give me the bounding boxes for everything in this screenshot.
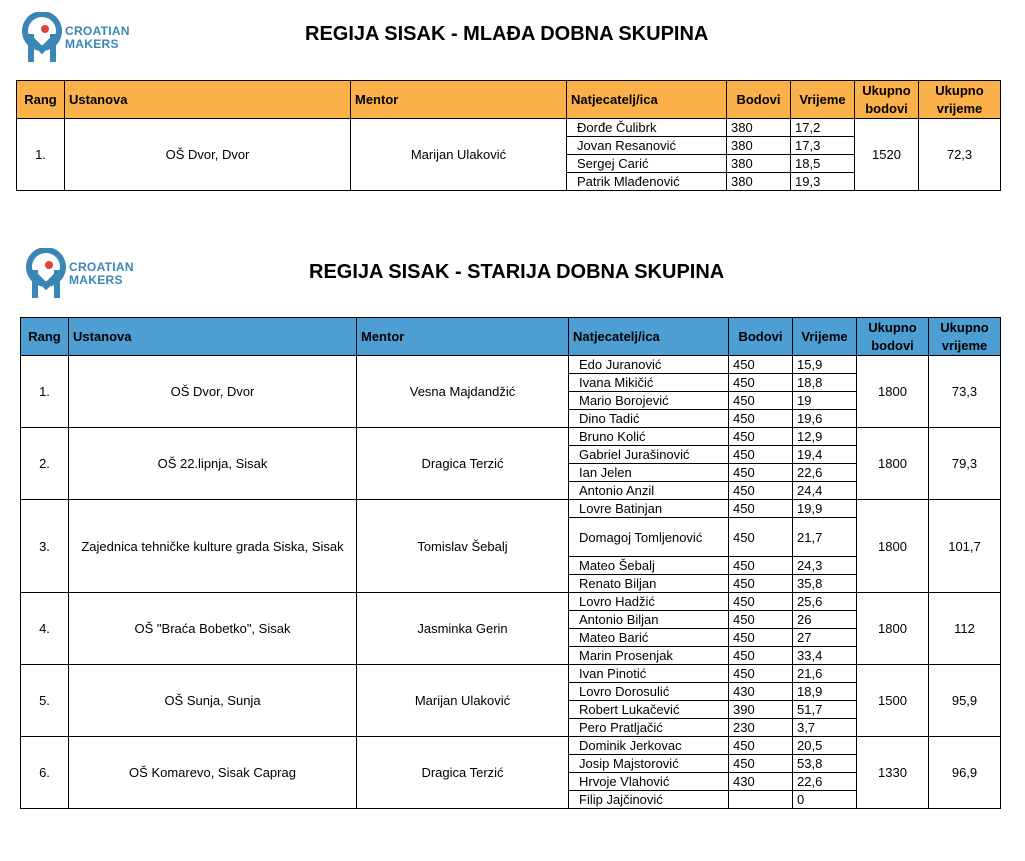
results-table-young	[16, 80, 1001, 191]
member-time: 19,4	[793, 446, 857, 464]
team-total-time: 73,3	[929, 356, 1001, 428]
member-points: 450	[729, 392, 793, 410]
table-header-row	[21, 318, 1001, 356]
brand-line1: CROATIAN	[65, 24, 130, 38]
team-institution: OŠ 22.lipnja, Sisak	[69, 428, 357, 500]
member-name: Lovro Hadžić	[569, 593, 729, 611]
member-name: Edo Juranović	[569, 356, 729, 374]
team-total-time: 101,7	[929, 500, 1001, 593]
member-time: 20,5	[793, 737, 857, 755]
team-mentor: Dragica Terzić	[357, 428, 569, 500]
member-points: 380	[727, 137, 791, 155]
croatian-makers-logo	[26, 248, 134, 300]
brand-text	[69, 261, 134, 287]
member-name: Mateo Barić	[569, 629, 729, 647]
member-name: Hrvoje Vlahović	[569, 773, 729, 791]
col-total-points: Ukupno bodovi	[855, 81, 919, 119]
team-institution: OŠ Sunja, Sunja	[69, 665, 357, 737]
team-total-points: 1520	[855, 119, 919, 191]
member-points: 450	[729, 518, 793, 557]
col-total-time: Ukupno vrijeme	[919, 81, 1001, 119]
member-time: 35,8	[793, 575, 857, 593]
croatian-makers-logo	[22, 12, 130, 64]
member-name: Josip Majstorović	[569, 755, 729, 773]
member-time: 26	[793, 611, 857, 629]
member-points: 450	[729, 647, 793, 665]
col-institution: Ustanova	[69, 318, 357, 356]
brand-line2: MAKERS	[65, 37, 119, 51]
col-points: Bodovi	[727, 81, 791, 119]
member-name: Ivan Pinotić	[569, 665, 729, 683]
member-name: Ian Jelen	[569, 464, 729, 482]
member-name: Bruno Kolić	[569, 428, 729, 446]
team-rank: 1.	[17, 119, 65, 191]
member-time: 22,6	[793, 773, 857, 791]
member-name: Đorđe Čulibrk	[567, 119, 727, 137]
member-name: Patrik Mlađenović	[567, 173, 727, 191]
team-total-time: 72,3	[919, 119, 1001, 191]
member-time: 19	[793, 392, 857, 410]
member-time: 17,3	[791, 137, 855, 155]
team-rank: 3.	[21, 500, 69, 593]
member-time: 51,7	[793, 701, 857, 719]
team-rank: 5.	[21, 665, 69, 737]
member-points: 450	[729, 446, 793, 464]
member-time: 53,8	[793, 755, 857, 773]
team-total-points: 1500	[857, 665, 929, 737]
member-points: 450	[729, 464, 793, 482]
member-name: Mario Borojević	[569, 392, 729, 410]
team-institution: OŠ Dvor, Dvor	[65, 119, 351, 191]
member-time: 21,7	[793, 518, 857, 557]
member-name: Pero Pratljačić	[569, 719, 729, 737]
member-time: 21,6	[793, 665, 857, 683]
member-name: Lovro Dorosulić	[569, 683, 729, 701]
team-rank: 2.	[21, 428, 69, 500]
team-total-time: 95,9	[929, 665, 1001, 737]
croatian-makers-logo-icon	[26, 248, 66, 300]
team-mentor: Tomislav Šebalj	[357, 500, 569, 593]
member-time: 18,5	[791, 155, 855, 173]
member-points: 390	[729, 701, 793, 719]
member-time: 22,6	[793, 464, 857, 482]
member-time: 25,6	[793, 593, 857, 611]
member-points: 230	[729, 719, 793, 737]
col-rank: Rang	[17, 81, 65, 119]
member-name: Dino Tadić	[569, 410, 729, 428]
member-points: 450	[729, 482, 793, 500]
team-total-points: 1800	[857, 428, 929, 500]
col-mentor: Mentor	[351, 81, 567, 119]
col-contestant: Natjecatelj/ica	[569, 318, 729, 356]
table-row	[21, 665, 1001, 683]
member-time: 27	[793, 629, 857, 647]
team-institution: OŠ Dvor, Dvor	[69, 356, 357, 428]
team-mentor: Jasminka Gerin	[357, 593, 569, 665]
section-title-young: REGIJA SISAK - MLAĐA DOBNA SKUPINA	[305, 23, 709, 45]
member-time: 33,4	[793, 647, 857, 665]
member-points: 450	[729, 500, 793, 518]
member-name: Gabriel Jurašinović	[569, 446, 729, 464]
member-name: Renato Biljan	[569, 575, 729, 593]
col-institution: Ustanova	[65, 81, 351, 119]
brand-line2: MAKERS	[69, 273, 123, 287]
member-time: 24,4	[793, 482, 857, 500]
brand-text	[65, 25, 130, 51]
team-institution: Zajednica tehničke kulture grada Siska, Sisak	[69, 500, 357, 593]
member-time: 19,9	[793, 500, 857, 518]
member-points: 450	[729, 410, 793, 428]
team-institution: OŠ "Braća Bobetko", Sisak	[69, 593, 357, 665]
col-points: Bodovi	[729, 318, 793, 356]
member-points: 380	[727, 119, 791, 137]
member-name: Dominik Jerkovac	[569, 737, 729, 755]
team-rank: 6.	[21, 737, 69, 809]
member-name: Sergej Carić	[567, 155, 727, 173]
table-header-row	[17, 81, 1001, 119]
team-total-time: 96,9	[929, 737, 1001, 809]
member-name: Robert Lukačević	[569, 701, 729, 719]
croatian-makers-logo-icon	[22, 12, 62, 64]
member-time: 3,7	[793, 719, 857, 737]
col-rank: Rang	[21, 318, 69, 356]
member-points: 430	[729, 683, 793, 701]
member-time: 18,9	[793, 683, 857, 701]
member-points: 450	[729, 557, 793, 575]
member-time: 18,8	[793, 374, 857, 392]
team-institution: OŠ Komarevo, Sisak Caprag	[69, 737, 357, 809]
team-total-points: 1800	[857, 356, 929, 428]
team-total-time: 112	[929, 593, 1001, 665]
team-mentor: Marijan Ulaković	[351, 119, 567, 191]
member-points: 450	[729, 575, 793, 593]
member-name: Domagoj Tomljenović	[569, 518, 729, 557]
team-mentor: Dragica Terzić	[357, 737, 569, 809]
col-contestant: Natjecatelj/ica	[567, 81, 727, 119]
member-name: Ivana Mikičić	[569, 374, 729, 392]
member-time: 19,6	[793, 410, 857, 428]
member-points: 430	[729, 773, 793, 791]
member-time: 12,9	[793, 428, 857, 446]
brand-line1: CROATIAN	[69, 260, 134, 274]
member-name: Mateo Šebalj	[569, 557, 729, 575]
section-title-old: REGIJA SISAK - STARIJA DOBNA SKUPINA	[309, 261, 725, 283]
team-rank: 4.	[21, 593, 69, 665]
col-total-time: Ukupno vrijeme	[929, 318, 1001, 356]
col-time: Vrijeme	[793, 318, 857, 356]
member-name: Antonio Biljan	[569, 611, 729, 629]
member-points: 380	[727, 173, 791, 191]
table-row	[21, 593, 1001, 611]
member-name: Antonio Anzil	[569, 482, 729, 500]
team-rank: 1.	[21, 356, 69, 428]
team-total-points: 1330	[857, 737, 929, 809]
team-total-points: 1800	[857, 593, 929, 665]
team-total-points: 1800	[857, 500, 929, 593]
member-points: 450	[729, 428, 793, 446]
member-points: 450	[729, 737, 793, 755]
col-time: Vrijeme	[791, 81, 855, 119]
col-total-points: Ukupno bodovi	[857, 318, 929, 356]
table-row	[21, 737, 1001, 755]
member-points: 380	[727, 155, 791, 173]
member-points: 450	[729, 374, 793, 392]
team-mentor: Vesna Majdandžić	[357, 356, 569, 428]
member-name: Lovre Batinjan	[569, 500, 729, 518]
member-points: 450	[729, 755, 793, 773]
member-points	[729, 791, 793, 809]
member-time: 24,3	[793, 557, 857, 575]
member-points: 450	[729, 629, 793, 647]
table-row	[21, 356, 1001, 374]
member-time: 19,3	[791, 173, 855, 191]
table-row	[21, 500, 1001, 518]
member-points: 450	[729, 593, 793, 611]
results-table-old	[20, 317, 1001, 809]
table-row	[17, 119, 1001, 137]
member-points: 450	[729, 665, 793, 683]
member-points: 450	[729, 356, 793, 374]
member-name: Jovan Resanović	[567, 137, 727, 155]
member-time: 0	[793, 791, 857, 809]
member-name: Filip Jajčinović	[569, 791, 729, 809]
table-row	[21, 428, 1001, 446]
member-time: 15,9	[793, 356, 857, 374]
member-time: 17,2	[791, 119, 855, 137]
team-mentor: Marijan Ulaković	[357, 665, 569, 737]
member-name: Marin Prosenjak	[569, 647, 729, 665]
team-total-time: 79,3	[929, 428, 1001, 500]
member-points: 450	[729, 611, 793, 629]
col-mentor: Mentor	[357, 318, 569, 356]
